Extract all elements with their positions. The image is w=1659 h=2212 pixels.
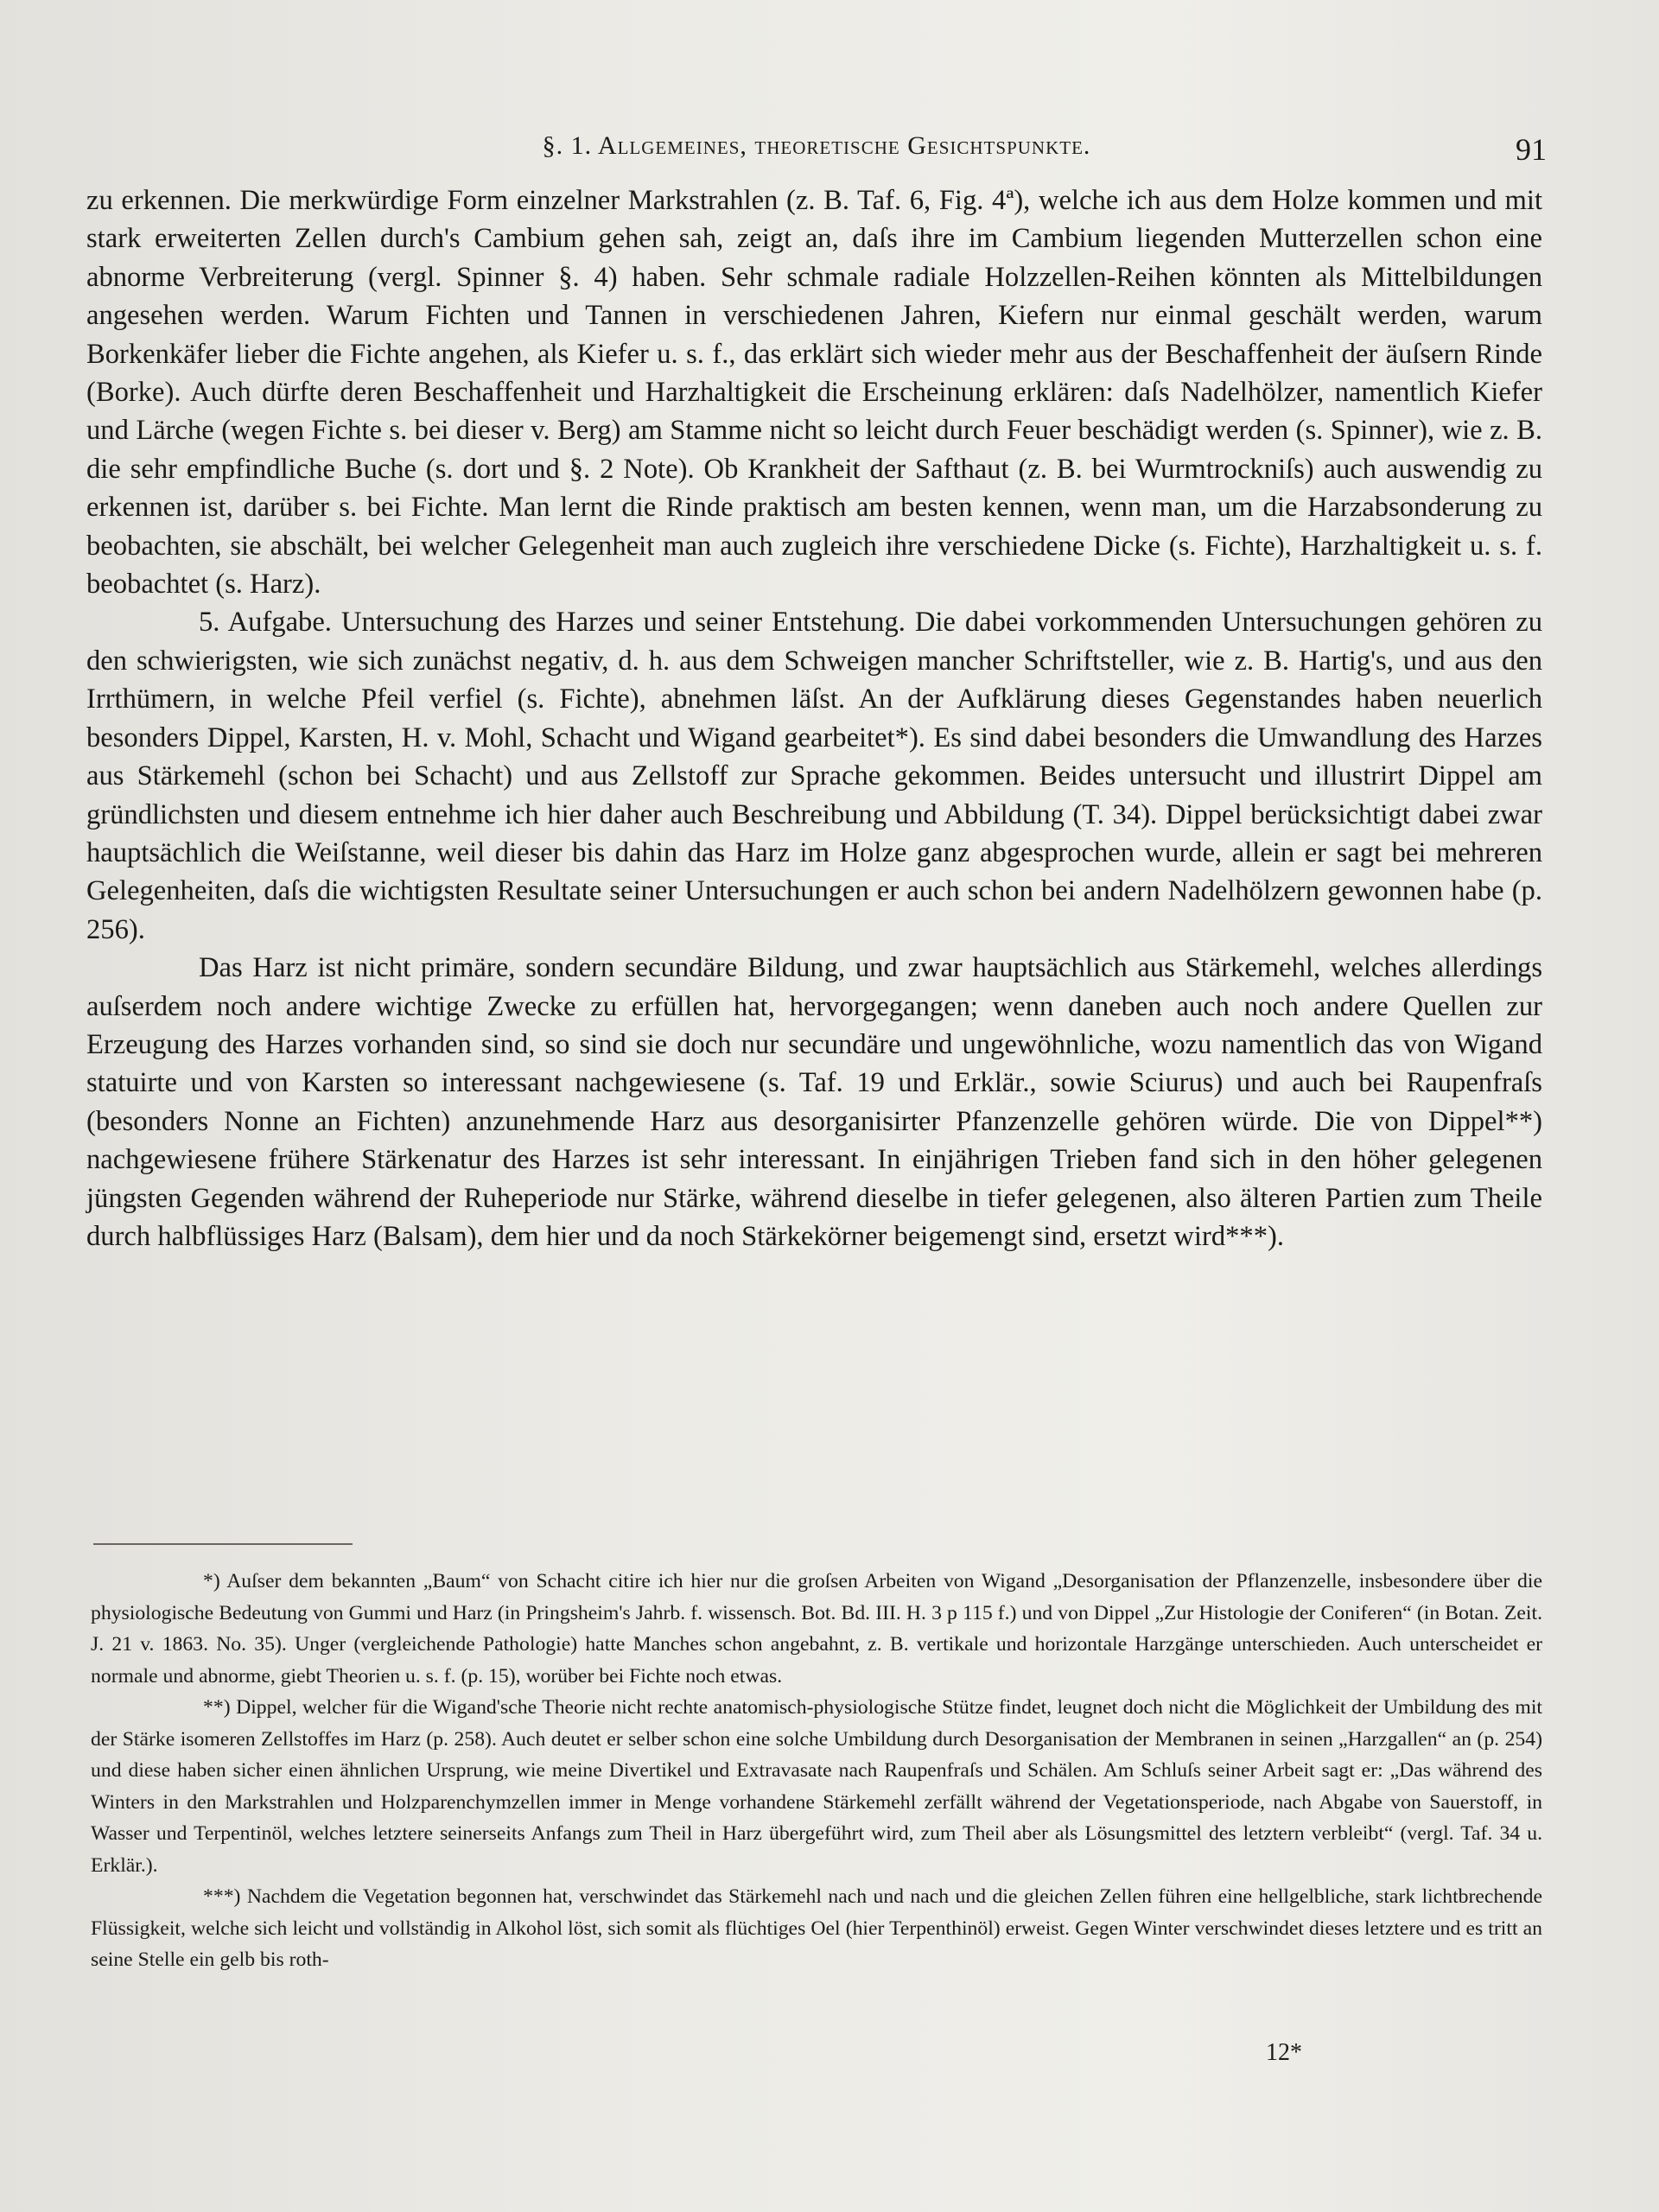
body-paragraph: 5. Aufgabe. Untersuchung des Harzes und seiner Entstehung. Die dabei vorkommenden Untersuchungen gehören zu den schwierigsten, wie sich zunächst negativ, d. h. aus dem Schweigen mancher Schriftsteller, wie z. B. Hartig's, und aus den Irrthümern, in welche Pfeil verfiel (s. Fichte), abnehmen läſst. An der Aufklärung dieses Gegenstandes haben neuerlich besonders Dippel, Karsten, H. v. Mohl, Schacht und Wigand gearbeitet*). Es sind dabei besonders die Umwandlung des Harzes aus Stärkemehl (schon bei Schacht) und aus Zellstoff zur Sprache gekommen. Beides untersucht und illustrirt Dippel am gründlichsten und diesem entnehme ich hier daher auch Beschreibung und Abbildung (T. 34). Dippel berücksichtigt dabei zwar hauptsächlich die Weiſstanne, weil dieser bis dahin das Harz im Holze ganz abgesprochen wurde, allein er sagt bei mehreren Gelegenheiten, daſs die wichtigsten Resultate seiner Untersuchungen er auch schon bei andern Nadelhölzern gewonnen habe (p. 256).: [86, 607, 1542, 945]
footnote: ***) Nachdem die Vegetation begonnen hat, verschwindet das Stärkemehl nach und nach und die gleichen Zellen führen eine hellgelbliche, stark lichtbrechende Flüssigkeit, welche sich leicht und vollständig in Alkohol löst, sich somit als flüchtiges Oel (hier Terpenthinöl) erweist. Gegen Winter verschwindet dieses letztere und es tritt an seine Stelle ein gelb bis roth-: [91, 1885, 1542, 1971]
section-title: §. 1. Allgemeines, theoretische Gesichtspunkte.: [542, 131, 1091, 160]
footnote-divider: [93, 1543, 353, 1545]
page-number: 91: [1516, 132, 1547, 167]
footnote: **) Dippel, welcher für die Wigand'sche Theorie nicht rechte anatomisch-physiologische Stütze findet, leugnet doch nicht die Möglichkeit der Umbildung des mit der Stärke isomeren Zellstoffes im Harz (p. 258). Auch deutet er selber schon eine solche Umbildung durch Desorganisation der Membranen in seinen „Harzgallen“ an (p. 254) und diese haben sicher einen ähnlichen Ursprung, wie meine Divertikel und Extravasate nach Raupenfraſs und Schälen. Am Schluſs seiner Arbeit sagt er: „Das während des Winters in den Markstrahlen und Holzparenchymzellen immer in Menge vorhandene Stärkemehl zerfällt während der Vegetationsperiode, nach Abgabe von Sauerstoff, in Wasser und Terpentinöl, welches letztere seinerseits Anfangs zum Theil in Harz übergeführt wird, zum Theil aber als Lösungsmittel des letztern verbleibt“ (vergl. Taf. 34 u. Erklär.).: [91, 1696, 1542, 1877]
body-paragraph: zu erkennen. Die merkwürdige Form einzelner Markstrahlen (z. B. Taf. 6, Fig. 4ª), welche ich aus dem Holze kommen und mit stark erweiterten Zellen durch's Cambium gehen sah, zeigt an, daſs ihre im Cambium liegenden Mutterzellen schon eine abnorme Verbreiterung (vergl. Spinner §. 4) haben. Sehr schmale radiale Holzzellen-Reihen könnten als Mittelbildungen angesehen werden. Warum Fichten und Tannen in verschiedenen Jahren, Kiefern nur einmal geschält werden, warum Borkenkäfer lieber die Fichte angehen, als Kiefer u. s. f., das erklärt sich wieder mehr aus der Beschaffenheit der äuſsern Rinde (Borke). Auch dürfte deren Beschaffenheit und Harzhaltigkeit die Erscheinung erklären: daſs Nadelhölzer, namentlich Kiefer und Lärche (wegen Fichte s. bei dieser v. Berg) am Stamme nicht so leicht durch Feuer beschädigt werden (s. Spinner), wie z. B. die sehr empfindliche Buche (s. dort und §. 2 Note). Ob Krankheit der Safthaut (z. B. bei Wurmtrockniſs) auch auswendig zu erkennen ist, darüber s. bei Fichte. Man lernt die Rinde praktisch am besten kennen, wenn man, um die Harzabsonderung zu beobachten, sie abschält, bei welcher Gelegenheit man auch zugleich ihre verschiedene Dicke (s. Fichte), Harzhaltigkeit u. s. f. beobachtet (s. Harz).: [86, 185, 1542, 601]
main-text: [86, 181, 1542, 1255]
running-header: [86, 131, 1547, 175]
body-paragraph: Das Harz ist nicht primäre, sondern secundäre Bildung, und zwar hauptsächlich aus Stärkemehl, welches allerdings auſserdem noch andere wichtige Zwecke zu erfüllen hat, hervorgegangen; wenn daneben auch noch andere Quellen zur Erzeugung des Harzes vorhanden sind, so sind sie doch nur secundäre und ungewöhnliche, wozu namentlich das von Wigand statuirte und von Karsten so interessant nachgewiesene (s. Taf. 19 und Erklär., sowie Sciurus) und auch bei Raupenfraſs (besonders Nonne an Fichten) anzunehmende Harz aus desorganisirter Pfanzenzelle gehören würde. Die von Dippel**) nachgewiesene frühere Stärkenatur des Harzes ist sehr interessant. In einjährigen Trieben fand sich in den höher gelegenen jüngsten Gegenden während der Ruheperiode nur Stärke, während dieselbe in tiefer gelegenen, also älteren Partien zum Theile durch halbflüssiges Harz (Balsam), dem hier und da noch Stärkekörner beigemengt sind, ersetzt wird***).: [86, 952, 1542, 1252]
footnotes: [91, 1566, 1542, 1976]
signature-mark: 12*: [1266, 2039, 1302, 2066]
footnote: *) Auſser dem bekannten „Baum“ von Schacht citire ich hier nur die groſsen Arbeiten von Wigand „Desorganisation der Pflanzenzelle, insbesondere über die physiologische Bedeutung von Gummi und Harz (in Pringsheim's Jahrb. f. wissensch. Bot. Bd. III. H. 3 p 115 f.) und von Dippel „Zur Histologie der Coniferen“ (in Botan. Zeit. J. 21 v. 1863. No. 35). Unger (vergleichende Pathologie) hatte Manches schon angebahnt, z. B. vertikale und horizontale Harzgänge unterschieden. Auch unterscheidet er normale und abnorme, giebt Theorien u. s. f. (p. 15), worüber bei Fichte noch etwas.: [91, 1570, 1542, 1688]
